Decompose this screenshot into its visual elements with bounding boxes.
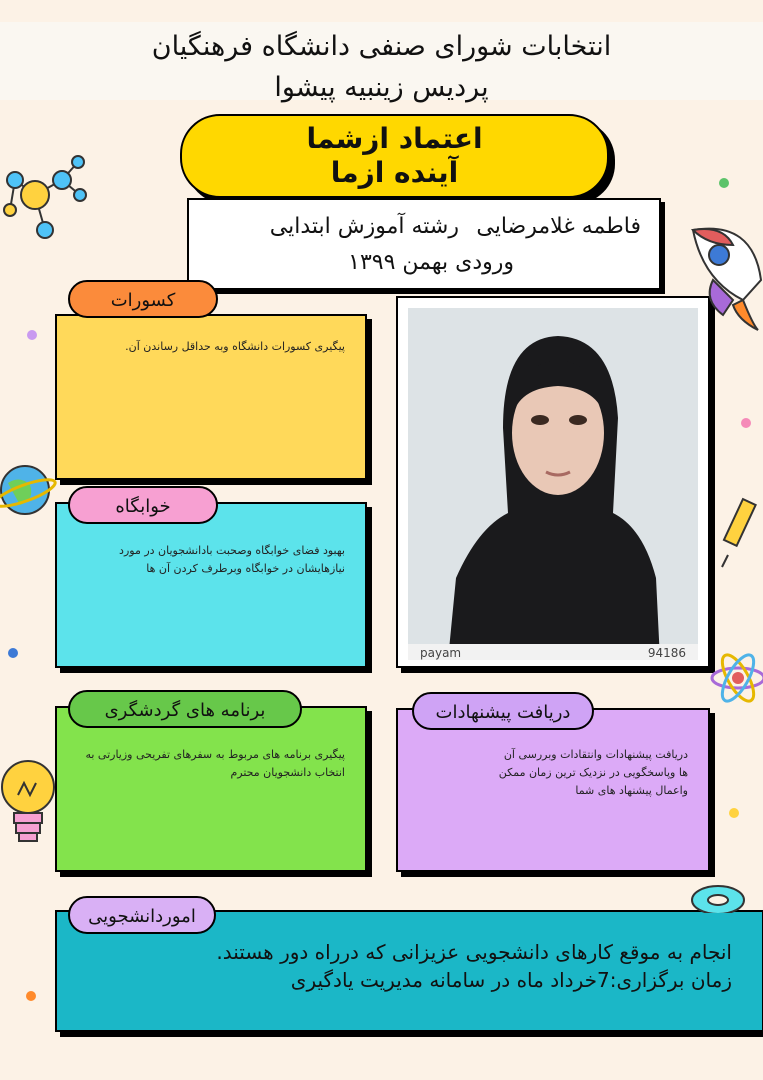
candidate-info-box <box>187 198 661 290</box>
deco-dot <box>26 991 36 1001</box>
planet-icon <box>0 455 60 530</box>
donut-icon <box>688 878 748 913</box>
tours-pill <box>68 690 302 728</box>
dormitory-pill <box>68 486 218 524</box>
slogan-line-1: اعتماد ازشما <box>306 122 483 155</box>
syringe-icon <box>718 495 763 570</box>
student-affairs-pill <box>68 896 216 934</box>
atom-icon <box>708 648 763 708</box>
lightbulb-icon <box>0 755 58 860</box>
deficits-text: پیگیری کسورات دانشگاه وبه حداقل رساندن آن. <box>125 340 345 353</box>
suggestions-pill <box>412 692 594 730</box>
student-affairs-title: اموردانشجویی <box>88 906 196 927</box>
photo-caption-left: payam <box>420 646 462 660</box>
photo-caption-right: 94186 <box>647 646 686 660</box>
header-subtitle: پردیس زینبیه پیشوا <box>274 72 489 103</box>
suggestions-card <box>396 708 710 872</box>
deficits-pill <box>68 280 218 318</box>
header-title: انتخابات شورای صنفی دانشگاه فرهنگیان <box>151 31 612 62</box>
deco-dot <box>27 330 37 340</box>
candidate-photo <box>408 308 698 660</box>
deficits-title: کسورات <box>110 290 176 311</box>
candidate-photo-frame <box>396 296 710 668</box>
candidate-entry: ورودی بهمن ۱۳۹۹ <box>348 250 514 275</box>
deficits-card <box>55 314 367 480</box>
deco-dot <box>8 648 18 658</box>
deco-dot <box>741 418 751 428</box>
student-affairs-text-2: زمان برگزاری:7خرداد ماه در سامانه مدیریت یادگیری <box>290 968 732 992</box>
deco-dot <box>719 178 729 188</box>
tours-title: برنامه های گردشگری <box>104 700 266 721</box>
tours-card <box>55 706 367 872</box>
candidate-major: رشته آموزش ابتدایی <box>269 214 459 239</box>
dormitory-text: بهبود فضای خوابگاه وصحبت بادانشجویان در مورد نیازهایشان در خوابگاه وبرطرف کردن آن ها <box>119 544 345 575</box>
dormitory-card <box>55 502 367 668</box>
molecule-icon <box>0 150 95 250</box>
suggestions-text: دریافت پیشنهادات وانتقادات وبررسی آن ها وپاسخگویی در نزدیک ترین زمان ممکن واعمال پیشنهاد های شما <box>498 748 688 797</box>
rocket-icon <box>683 220 763 335</box>
student-affairs-text-1: انجام به موقع کارهای دانشجویی عزیزانی که درراه دور هستند. <box>216 940 732 964</box>
portrait-illustration <box>408 308 698 660</box>
deco-dot <box>729 808 739 818</box>
slogan-line-2: آینده ازما <box>330 156 459 189</box>
slogan-banner <box>180 114 609 198</box>
suggestions-title: دریافت پیشنهادات <box>435 702 571 723</box>
dormitory-title: خوابگاه <box>115 496 171 517</box>
candidate-name: فاطمه غلامرضایی <box>476 214 641 239</box>
tours-text: پیگیری برنامه های مربوط به سفرهای تفریحی وزیارتی به انتخاب دانشجویان محترم <box>85 748 345 779</box>
